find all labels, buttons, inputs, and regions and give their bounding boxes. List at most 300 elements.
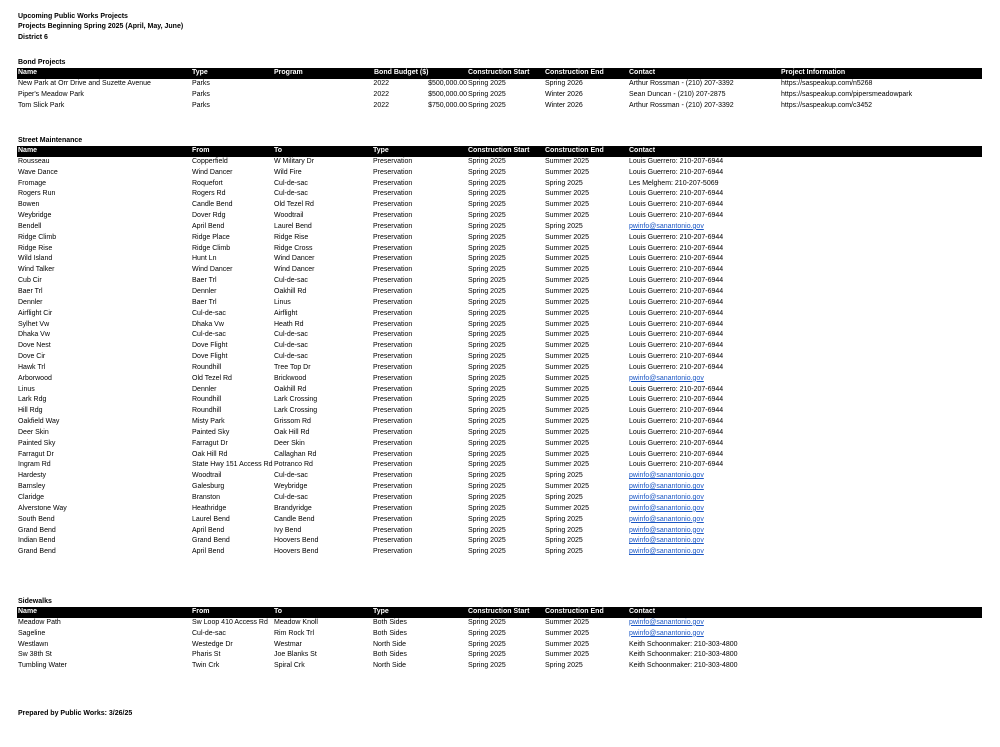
cell-name: Dennler	[18, 298, 43, 306]
table-row	[17, 385, 982, 396]
cell-budget: $750,000.00	[428, 101, 467, 109]
cell-to: Grissom Rd	[274, 418, 311, 426]
cell-type: Parks	[192, 90, 210, 98]
column-header-type: Type	[373, 608, 389, 615]
cell-start: Spring 2025	[468, 504, 506, 512]
cell-contact: Louis Guerrero: 210-207-6944	[629, 342, 724, 350]
table-row	[17, 309, 982, 320]
table-row	[17, 547, 982, 558]
cell-start: Spring 2025	[468, 618, 506, 626]
email-link[interactable]: pwinfo@sanantonio.gov	[629, 526, 704, 534]
cell-contact: Louis Guerrero: 210-207-6944	[629, 461, 724, 469]
cell-start: Spring 2025	[468, 515, 506, 523]
table-row	[17, 244, 982, 255]
cell-to: Cul-de-sac	[274, 331, 308, 339]
email-link[interactable]: pwinfo@sanantonio.gov	[629, 537, 704, 545]
cell-type: Preservation	[373, 179, 413, 187]
cell-type: Preservation	[373, 450, 413, 458]
cell-name: Oakfield Way	[18, 418, 60, 426]
cell-name: Piper's Meadow Park	[18, 90, 84, 98]
cell-to: Spiral Crk	[274, 662, 305, 670]
cell-to: Heath Rd	[274, 320, 304, 328]
cell-type: Parks	[192, 79, 210, 87]
column-header-name: Name	[18, 147, 38, 154]
cell-to: Cul-de-sac	[274, 190, 308, 198]
cell-name: Hill Rdg	[18, 407, 43, 415]
cell-to: Woodtrail	[274, 212, 304, 220]
cell-to: Ivy Bend	[274, 526, 302, 534]
street-maintenance-table	[17, 146, 982, 558]
cell-from: Dove Flight	[192, 353, 228, 361]
cell-start: Spring 2025	[468, 212, 506, 220]
cell-contact: Louis Guerrero: 210-207-6944	[629, 385, 724, 393]
cell-type: Both Sides	[373, 629, 407, 637]
cell-to: Candle Bend	[274, 515, 315, 523]
table-row	[17, 504, 982, 515]
cell-to: Wind Dancer	[274, 266, 315, 274]
cell-start: Spring 2025	[468, 385, 506, 393]
cell-type: Parks	[192, 101, 210, 109]
cell-type: Preservation	[373, 515, 413, 523]
email-link[interactable]: pwinfo@sanantonio.gov	[629, 374, 704, 382]
cell-start: Spring 2025	[468, 548, 506, 556]
cell-contact: Louis Guerrero: 210-207-6944	[629, 353, 724, 361]
cell-type: Preservation	[373, 266, 413, 274]
column-header-program: Program	[274, 69, 303, 76]
cell-end: Summer 2025	[545, 640, 589, 648]
table-row	[17, 341, 982, 352]
cell-type: Preservation	[373, 287, 413, 295]
cell-type: Preservation	[373, 201, 413, 209]
cell-end: Spring 2025	[545, 222, 583, 230]
column-header-budget: Bond Budget ($)	[374, 69, 429, 76]
cell-from: Hunt Ln	[192, 255, 217, 263]
cell-from: Westedge Dr	[192, 640, 233, 648]
cell-to: Joe Blanks St	[274, 651, 317, 659]
cell-to: Lark Crossing	[274, 407, 318, 415]
column-header-contact: Contact	[629, 69, 656, 76]
cell-from: Ridge Climb	[192, 244, 231, 252]
cell-from: Baer Trl	[192, 298, 217, 306]
cell-type: Preservation	[373, 418, 413, 426]
cell-to: Wind Dancer	[274, 255, 315, 263]
cell-name: Westlawn	[18, 640, 49, 648]
cell-start: Spring 2025	[468, 472, 506, 480]
cell-from: Wind Dancer	[192, 168, 233, 176]
cell-end: Spring 2025	[545, 494, 583, 501]
table-row	[17, 395, 982, 406]
cell-to: Ridge Rise	[274, 233, 309, 241]
cell-name: Dove Nest	[18, 342, 51, 350]
table-row	[17, 661, 982, 672]
bond-section-title: Bond Projects	[18, 59, 66, 66]
cell-from: Heathridge	[192, 504, 227, 512]
cell-end: Summer 2025	[545, 651, 589, 659]
table-row	[17, 618, 982, 629]
cell-contact: Louis Guerrero: 210-207-6944	[629, 396, 724, 404]
cell-type: Preservation	[373, 212, 413, 220]
cell-from: Candle Bend	[192, 201, 233, 209]
cell-to: Cul-de-sac	[274, 179, 308, 187]
cell-start: Spring 2025	[468, 651, 506, 659]
bond-projects-table	[17, 68, 982, 111]
cell-contact: Louis Guerrero: 210-207-6944	[629, 157, 724, 165]
cell-end: Spring 2025	[545, 515, 583, 523]
cell-name: Wind Talker	[18, 266, 55, 274]
cell-start: Spring 2025	[468, 222, 506, 230]
cell-from: Dover Rdg	[192, 212, 226, 220]
cell-type: Preservation	[373, 494, 413, 501]
table-header-row	[17, 146, 982, 157]
cell-budget: $500,000.00	[428, 79, 467, 87]
cell-start: Spring 2025	[468, 407, 506, 415]
cell-to: Cul-de-sac	[274, 353, 308, 361]
email-link[interactable]: pwinfo@sanantonio.gov	[629, 483, 704, 491]
cell-to: Airflight	[274, 309, 298, 317]
column-header-end: Construction End	[545, 69, 604, 76]
cell-from: Laurel Bend	[192, 515, 230, 523]
column-header-name: Name	[18, 608, 38, 615]
cell-contact: Louis Guerrero: 210-207-6944	[629, 277, 724, 285]
cell-contact: Louis Guerrero: 210-207-6944	[629, 309, 724, 317]
cell-start: Spring 2025	[468, 629, 506, 637]
cell-contact: Louis Guerrero: 210-207-6944	[629, 190, 724, 198]
cell-name: Cub Cir	[18, 277, 42, 285]
cell-from: Roundhill	[192, 407, 222, 415]
cell-end: Summer 2025	[545, 385, 589, 393]
cell-from: Roundhill	[192, 396, 222, 404]
table-row	[17, 352, 982, 363]
cell-type: Preservation	[373, 255, 413, 263]
cell-name: Farragut Dr	[18, 450, 54, 458]
cell-from: April Bend	[192, 526, 225, 534]
cell-type: Preservation	[373, 331, 413, 339]
cell-start: Spring 2025	[468, 157, 506, 165]
cell-type: Preservation	[373, 483, 413, 491]
email-link[interactable]: pwinfo@sanantonio.gov	[629, 629, 704, 637]
email-link[interactable]: pwinfo@sanantonio.gov	[629, 618, 704, 626]
cell-type: Preservation	[373, 548, 413, 556]
table-row	[17, 640, 982, 651]
cell-end: Summer 2025	[545, 629, 589, 637]
table-row	[17, 417, 982, 428]
cell-type: Preservation	[373, 439, 413, 447]
cell-start: Spring 2025	[468, 244, 506, 252]
cell-to: Westmar	[274, 640, 302, 648]
table-row	[17, 233, 982, 244]
cell-start: Spring 2025	[468, 298, 506, 306]
cell-to: Cul-de-sac	[274, 494, 308, 501]
cell-end: Summer 2025	[545, 342, 589, 350]
column-header-end: Construction End	[545, 608, 604, 615]
cell-contact: Louis Guerrero: 210-207-6944	[629, 428, 724, 436]
cell-to: Cul-de-sac	[274, 342, 308, 350]
cell-end: Summer 2025	[545, 450, 589, 458]
cell-contact: Louis Guerrero: 210-207-6944	[629, 266, 724, 274]
cell-from: Dhaka Vw	[192, 320, 224, 328]
cell-end: Summer 2025	[545, 287, 589, 295]
cell-to: Ridge Cross	[274, 244, 313, 252]
cell-start: Spring 2025	[468, 309, 506, 317]
cell-start: Spring 2025	[468, 168, 506, 176]
cell-from: Dove Flight	[192, 342, 228, 350]
email-link[interactable]: pwinfo@sanantonio.gov	[629, 548, 704, 556]
cell-from: Painted Sky	[192, 428, 230, 436]
street-section-title: Street Maintenance	[18, 137, 83, 144]
cell-contact: Keith Schoonmaker: 210-303-4800	[629, 651, 738, 659]
sidewalks-section-title: Sidewalks	[18, 598, 52, 605]
table-row	[17, 276, 982, 287]
cell-from: Rogers Rd	[192, 190, 226, 198]
cell-end: Spring 2026	[545, 79, 583, 87]
cell-type: Preservation	[373, 298, 413, 306]
cell-end: Spring 2025	[545, 526, 583, 534]
cell-start: Spring 2025	[468, 233, 506, 241]
cell-name: Bowen	[18, 201, 40, 209]
cell-end: Summer 2025	[545, 331, 589, 339]
cell-start: Spring 2025	[468, 494, 506, 501]
cell-end: Summer 2025	[545, 244, 589, 252]
cell-contact: Louis Guerrero: 210-207-6944	[629, 212, 724, 220]
cell-from: Copperfield	[192, 157, 228, 165]
column-header-type: Type	[373, 147, 389, 154]
cell-contact: Sean Duncan - (210) 207-2875	[629, 90, 726, 98]
cell-to: Tree Top Dr	[274, 363, 311, 371]
cell-contact: Keith Schoonmaker: 210-303-4800	[629, 662, 738, 670]
cell-end: Spring 2025	[545, 472, 583, 480]
cell-start: Spring 2025	[468, 374, 506, 382]
cell-contact: Louis Guerrero: 210-207-6944	[629, 168, 724, 176]
cell-contact: Keith Schoonmaker: 210-303-4800	[629, 640, 738, 648]
table-header-row	[17, 607, 982, 618]
cell-name: Grand Bend	[18, 526, 56, 534]
cell-to: Cul-de-sac	[274, 277, 308, 285]
cell-to: Oakhill Rd	[274, 287, 307, 295]
cell-budget: $500,000.00	[428, 90, 467, 98]
project-info-url: https://saspeakup.com/c3452	[781, 101, 873, 109]
cell-contact: Louis Guerrero: 210-207-6944	[629, 233, 724, 241]
cell-type: Preservation	[373, 363, 413, 371]
report-district: District 6	[18, 34, 48, 41]
cell-type: Preservation	[373, 320, 413, 328]
column-header-info: Project Information	[781, 69, 846, 76]
cell-start: Spring 2025	[468, 418, 506, 426]
cell-contact: Louis Guerrero: 210-207-6944	[629, 331, 724, 339]
cell-from: Woodtrail	[192, 472, 222, 480]
cell-start: Spring 2025	[468, 79, 506, 87]
cell-end: Summer 2025	[545, 201, 589, 209]
column-header-end: Construction End	[545, 147, 604, 154]
cell-type: Both Sides	[373, 618, 407, 626]
cell-start: Spring 2025	[468, 461, 506, 469]
cell-start: Spring 2025	[468, 662, 506, 670]
email-link[interactable]: pwinfo@sanantonio.gov	[629, 222, 704, 230]
cell-to: Hoovers Bend	[274, 537, 319, 545]
cell-from: Old Tezel Rd	[192, 374, 232, 382]
cell-type: Preservation	[373, 190, 413, 198]
cell-contact: Louis Guerrero: 210-207-6944	[629, 298, 724, 306]
cell-name: Claridge	[18, 494, 45, 501]
cell-end: Summer 2025	[545, 233, 589, 241]
cell-start: Spring 2025	[468, 363, 506, 371]
cell-start: Spring 2025	[468, 277, 506, 285]
cell-end: Summer 2025	[545, 439, 589, 447]
table-row	[17, 406, 982, 417]
cell-name: Meadow Path	[18, 618, 61, 626]
cell-end: Summer 2025	[545, 418, 589, 426]
cell-name: Hardesty	[18, 472, 47, 480]
cell-name: Alverstone Way	[18, 504, 67, 512]
cell-from: State Hwy 151 Access Rd	[192, 461, 273, 469]
cell-from: Misty Park	[192, 418, 225, 426]
cell-name: Wave Dance	[18, 168, 58, 176]
cell-to: W Military Dr	[274, 157, 315, 165]
cell-name: Tumbling Water	[18, 662, 67, 670]
cell-name: Ridge Climb	[18, 233, 57, 241]
cell-type: Both Sides	[373, 651, 407, 659]
cell-to: Wild Fire	[274, 168, 302, 176]
cell-type: Preservation	[373, 407, 413, 415]
cell-contact: Louis Guerrero: 210-207-6944	[629, 439, 724, 447]
table-row	[17, 79, 982, 90]
cell-name: Bendell	[18, 222, 42, 230]
table-row	[17, 629, 982, 640]
cell-type: Preservation	[373, 385, 413, 393]
cell-start: Spring 2025	[468, 537, 506, 545]
cell-to: Laurel Bend	[274, 222, 312, 230]
cell-from: Branston	[192, 494, 221, 501]
cell-name: Sw 38th St	[18, 651, 52, 659]
cell-to: Oak Hill Rd	[274, 428, 310, 436]
cell-to: Lark Crossing	[274, 396, 318, 404]
cell-name: Ridge Rise	[18, 244, 53, 252]
cell-start: Spring 2025	[468, 342, 506, 350]
cell-end: Summer 2025	[545, 618, 589, 626]
cell-contact: Louis Guerrero: 210-207-6944	[629, 407, 724, 415]
cell-type: Preservation	[373, 537, 413, 545]
cell-from: Cul-de-sac	[192, 331, 226, 339]
cell-name: Linus	[18, 385, 35, 393]
cell-contact: Louis Guerrero: 210-207-6944	[629, 450, 724, 458]
table-row	[17, 526, 982, 537]
report-subtitle: Projects Beginning Spring 2025 (April, May, June)	[18, 23, 184, 30]
cell-start: Spring 2025	[468, 190, 506, 198]
table-row	[17, 101, 982, 112]
cell-from: April Bend	[192, 548, 225, 556]
cell-contact: Les Melghem: 210-207-5069	[629, 179, 719, 187]
cell-name: Dhaka Vw	[18, 331, 50, 339]
cell-from: April Bend	[192, 222, 225, 230]
cell-end: Spring 2025	[545, 662, 583, 670]
cell-from: Ridge Place	[192, 233, 230, 241]
cell-from: Baer Trl	[192, 277, 217, 285]
table-row	[17, 493, 982, 504]
cell-name: Baer Trl	[18, 287, 43, 295]
cell-start: Spring 2025	[468, 396, 506, 404]
cell-from: Galesburg	[192, 483, 225, 491]
email-link[interactable]: pwinfo@sanantonio.gov	[629, 472, 704, 480]
cell-end: Winter 2026	[545, 90, 583, 98]
cell-name: Arborwood	[18, 374, 52, 382]
table-row	[17, 287, 982, 298]
cell-end: Summer 2025	[545, 190, 589, 198]
cell-from: Twin Crk	[192, 662, 220, 670]
table-row	[17, 157, 982, 168]
cell-end: Summer 2025	[545, 255, 589, 263]
cell-name: Fromage	[18, 179, 47, 187]
cell-start: Spring 2025	[468, 483, 506, 491]
cell-end: Winter 2026	[545, 101, 583, 109]
cell-from: Farragut Dr	[192, 439, 228, 447]
cell-type: Preservation	[373, 526, 413, 534]
cell-start: Spring 2025	[468, 287, 506, 295]
table-row	[17, 179, 982, 190]
table-row	[17, 320, 982, 331]
cell-end: Summer 2025	[545, 266, 589, 274]
cell-to: Deer Skin	[274, 439, 305, 447]
column-header-to: To	[274, 608, 283, 615]
cell-to: Brickwood	[274, 374, 307, 382]
cell-end: Summer 2025	[545, 320, 589, 328]
cell-end: Summer 2025	[545, 483, 589, 491]
cell-type: Preservation	[373, 374, 413, 382]
table-row	[17, 90, 982, 101]
table-row	[17, 536, 982, 547]
email-link[interactable]: pwinfo@sanantonio.gov	[629, 494, 704, 501]
cell-start: Spring 2025	[468, 201, 506, 209]
column-header-contact: Contact	[629, 608, 656, 615]
cell-type: Preservation	[373, 428, 413, 436]
project-info-url: https://saspeakup.com/pipersmeadowpark	[781, 90, 913, 98]
cell-name: Wild Island	[18, 255, 53, 263]
table-row	[17, 428, 982, 439]
cell-end: Summer 2025	[545, 407, 589, 415]
email-link[interactable]: pwinfo@sanantonio.gov	[629, 504, 704, 512]
table-row	[17, 482, 982, 493]
cell-contact: Louis Guerrero: 210-207-6944	[629, 244, 724, 252]
cell-end: Summer 2025	[545, 374, 589, 382]
cell-end: Summer 2025	[545, 504, 589, 512]
table-row	[17, 168, 982, 179]
cell-to: Weybridge	[274, 483, 308, 491]
cell-name: Barnsley	[18, 483, 46, 491]
cell-end: Spring 2025	[545, 537, 583, 545]
cell-end: Summer 2025	[545, 461, 589, 469]
column-header-type: Type	[192, 69, 208, 76]
cell-name: Sylhet Vw	[18, 320, 50, 328]
cell-name: South Bend	[18, 515, 55, 523]
email-link[interactable]: pwinfo@sanantonio.gov	[629, 515, 704, 523]
table-header-row	[17, 68, 982, 79]
cell-end: Summer 2025	[545, 396, 589, 404]
table-row	[17, 200, 982, 211]
column-header-start: Construction Start	[468, 69, 530, 76]
cell-name: Grand Bend	[18, 548, 56, 556]
table-row	[17, 471, 982, 482]
cell-name: Rogers Run	[18, 190, 56, 198]
column-header-start: Construction Start	[468, 608, 530, 615]
cell-end: Summer 2025	[545, 353, 589, 361]
cell-start: Spring 2025	[468, 640, 506, 648]
table-row	[17, 515, 982, 526]
cell-type: North Side	[373, 640, 407, 648]
cell-from: Dennler	[192, 287, 217, 295]
cell-type: Preservation	[373, 504, 413, 512]
cell-to: Hoovers Bend	[274, 548, 319, 556]
cell-from: Wind Dancer	[192, 266, 233, 274]
column-header-from: From	[192, 147, 210, 154]
cell-to: Rim Rock Trl	[274, 629, 315, 637]
